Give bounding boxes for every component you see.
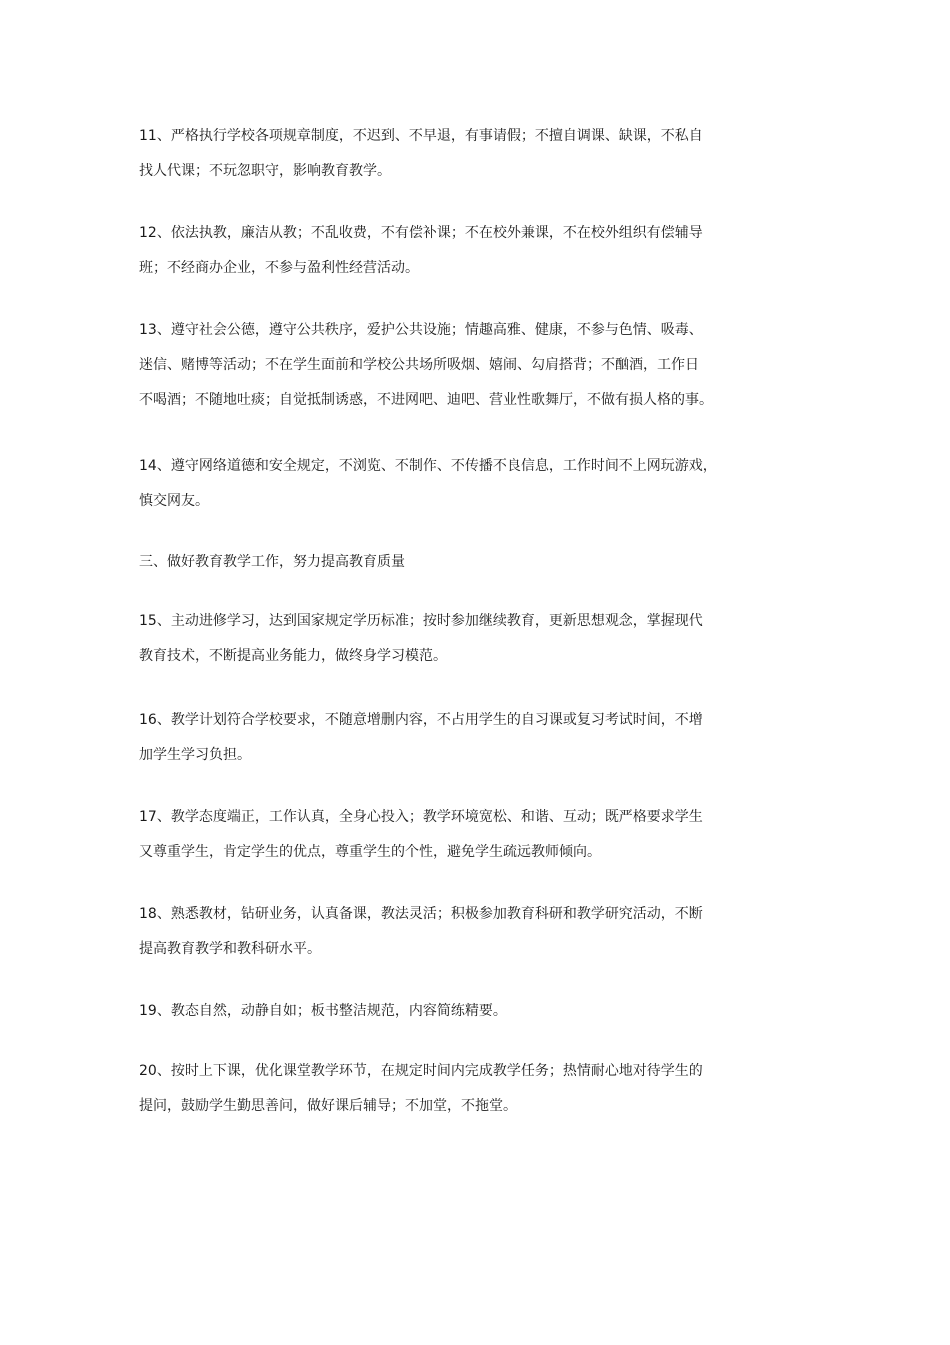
paragraph-line: 提问，鼓励学生勤思善问，做好课后辅导；不加堂，不拖堂。	[139, 1098, 517, 1114]
paragraph-line: 找人代课；不玩忽职守，影响教育教学。	[139, 163, 391, 179]
paragraph-line: 14、遵守网络道德和安全规定，不浏览、不制作、不传播不良信息，工作时间不上网玩游戏，	[139, 458, 717, 474]
section-heading-3	[139, 545, 751, 580]
paragraph-13	[139, 313, 751, 418]
paragraph-line: 18、熟悉教材，钻研业务，认真备课，教法灵活；积极参加教育科研和教学研究活动，不断	[139, 906, 703, 922]
paragraph-18	[139, 897, 751, 967]
paragraph-line: 19、教态自然，动静自如；板书整洁规范，内容简练精要。	[139, 1003, 507, 1019]
paragraph-line: 15、主动进修学习，达到国家规定学历标准；按时参加继续教育，更新思想观念，掌握现代	[139, 613, 703, 629]
paragraph-line: 迷信、赌博等活动；不在学生面前和学校公共场所吸烟、嬉闹、勾肩搭背；不酗酒，工作日	[139, 357, 699, 373]
paragraph-14	[139, 449, 751, 519]
paragraph-11	[139, 119, 751, 189]
paragraph-20	[139, 1054, 751, 1124]
paragraph-19	[139, 994, 751, 1029]
paragraph-line: 慎交网友。	[139, 493, 209, 509]
paragraph-line: 提高教育教学和教科研水平。	[139, 941, 321, 957]
paragraph-15	[139, 604, 751, 674]
paragraph-line: 班；不经商办企业，不参与盈利性经营活动。	[139, 260, 419, 276]
paragraph-line: 17、教学态度端正，工作认真，全身心投入；教学环境宽松、和谐、互动；既严格要求学生	[139, 809, 703, 825]
paragraph-17	[139, 800, 751, 870]
paragraph-line: 16、教学计划符合学校要求，不随意增删内容，不占用学生的自习课或复习考试时间，不增	[139, 712, 703, 728]
paragraph-line: 13、遵守社会公德，遵守公共秩序，爱护公共设施；情趣高雅、健康，不参与色情、吸毒、	[139, 322, 703, 338]
section-heading-text: 三、做好教育教学工作，努力提高教育质量	[139, 554, 405, 570]
paragraph-16	[139, 703, 751, 773]
paragraph-line: 11、严格执行学校各项规章制度，不迟到、不早退，有事请假；不擅自调课、缺课，不私自	[139, 128, 703, 144]
paragraph-line: 12、依法执教，廉洁从教；不乱收费，不有偿补课；不在校外兼课，不在校外组织有偿辅导	[139, 225, 703, 241]
paragraph-line: 又尊重学生，肯定学生的优点，尊重学生的个性，避免学生疏远教师倾向。	[139, 844, 601, 860]
paragraph-line: 教育技术，不断提高业务能力，做终身学习模范。	[139, 648, 447, 664]
paragraph-line: 不喝酒；不随地吐痰；自觉抵制诱惑，不进网吧、迪吧、营业性歌舞厅，不做有损人格的事。	[139, 392, 713, 408]
paragraph-line: 20、按时上下课，优化课堂教学环节，在规定时间内完成教学任务；热情耐心地对待学生的	[139, 1063, 703, 1079]
paragraph-line: 加学生学习负担。	[139, 747, 251, 763]
paragraph-12	[139, 216, 751, 286]
